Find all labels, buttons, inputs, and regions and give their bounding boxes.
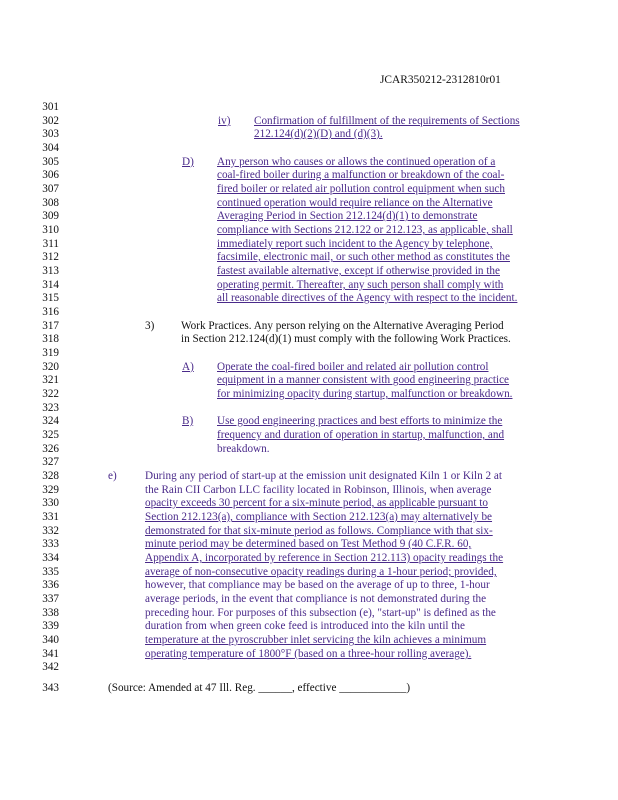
line-number: 333 xyxy=(42,538,59,550)
line-number: 321 xyxy=(42,374,59,386)
line-number: 325 xyxy=(42,429,59,441)
line-number: 332 xyxy=(42,525,59,537)
document-header: JCAR350212-2312810r01 xyxy=(380,74,501,86)
text-line: Appendix A, incorporated by reference in Section 212.113) opacity readings the xyxy=(145,552,504,564)
line-number: 304 xyxy=(42,142,59,154)
text-line: immediately report such incident to the Agency by telephone, xyxy=(217,238,493,250)
line-number: 324 xyxy=(42,415,59,427)
line-number: 328 xyxy=(42,470,59,482)
text-line: operating temperature of 1800°F (based on a three-hour rolling average). xyxy=(145,648,472,660)
line-number: 340 xyxy=(42,634,59,646)
text-line: 212.124(d)(2)(D) and (d)(3). xyxy=(254,128,383,140)
line-number: 339 xyxy=(42,620,59,632)
text-line: facsimile, electronic mail, or such other method as constitutes the xyxy=(217,251,510,263)
line-number: 323 xyxy=(42,402,59,414)
line-number: 337 xyxy=(42,593,59,605)
text-line: Operate the coal-fired boiler and related air pollution control xyxy=(217,361,489,373)
text-line: preceding hour. For purposes of this subsection (e), "start-up" is defined as the xyxy=(145,607,496,619)
text-line: Any person who causes or allows the continued operation of a xyxy=(217,156,496,168)
text-line: frequency and duration of operation in startup, malfunction, and xyxy=(217,429,505,441)
line-number: 310 xyxy=(42,224,59,236)
line-number: 306 xyxy=(42,169,59,181)
line-number: 302 xyxy=(42,115,59,127)
line-number: 311 xyxy=(42,238,59,250)
source-note: (Source: Amended at 47 Ill. Reg. ______, effective ____________) xyxy=(108,682,411,694)
text-line: minute period may be determined based on Test Method 9 (40 C.F.R. 60, xyxy=(145,538,472,550)
line-number: 330 xyxy=(42,497,59,509)
text-line: Use good engineering practices and best efforts to minimize the xyxy=(217,415,503,427)
line-number: 327 xyxy=(42,456,59,468)
text-line: coal-fired boiler during a malfunction or breakdown of the coal- xyxy=(217,169,505,181)
line-number: 312 xyxy=(42,251,59,263)
text-line: duration from when green coke feed is introduced into the kiln until the xyxy=(145,620,465,632)
line-number: 331 xyxy=(42,511,59,523)
line-number: 336 xyxy=(42,579,59,591)
line-number: 329 xyxy=(42,484,59,496)
item-label: A) xyxy=(182,361,194,373)
text-line: Averaging Period in Section 212.124(d)(1) to demonstrate xyxy=(217,210,478,222)
line-number: 316 xyxy=(42,306,59,318)
line-number: 334 xyxy=(42,552,59,564)
text-line: temperature at the pyroscrubber inlet servicing the kiln achieves a minimum xyxy=(145,634,487,646)
text-line: the Rain CII Carbon LLC facility located in Robinson, Illinois, when average xyxy=(145,484,492,496)
line-number: 326 xyxy=(42,443,59,455)
line-number: 319 xyxy=(42,347,59,359)
line-number: 303 xyxy=(42,128,59,140)
text-line: for minimizing opacity during startup, malfunction or breakdown. xyxy=(217,388,513,400)
item-label: e) xyxy=(108,470,117,482)
text-line: breakdown. xyxy=(217,443,270,455)
line-number: 314 xyxy=(42,279,59,291)
line-number: 317 xyxy=(42,320,59,332)
item-label: 3) xyxy=(145,320,155,332)
text-line: demonstrated for that six-minute period as follows. Compliance with that six- xyxy=(145,525,493,537)
item-label: B) xyxy=(182,415,194,427)
text-line: opacity exceeds 30 percent for a six-minute period, as applicable pursuant to xyxy=(145,497,488,509)
line-number: 341 xyxy=(42,648,59,660)
line-number: 309 xyxy=(42,210,59,222)
text-line: however, that compliance may be based on the average of up to three, 1-hour xyxy=(145,579,490,591)
text-line: average periods, in the event that compliance is not demonstrated during the xyxy=(145,593,487,605)
text-line: in Section 212.124(d)(1) must comply with the following Work Practices. xyxy=(181,333,511,345)
text-line: all reasonable directives of the Agency with respect to the incident. xyxy=(217,292,518,304)
item-label: iv) xyxy=(218,115,231,127)
text-line: Confirmation of fulfillment of the requirements of Sections xyxy=(254,115,520,127)
item-label: D) xyxy=(182,156,194,168)
line-number: 338 xyxy=(42,607,59,619)
line-number: 308 xyxy=(42,197,59,209)
text-line: During any period of start-up at the emission unit designated Kiln 1 or Kiln 2 at xyxy=(145,470,503,482)
text-line: fastest available alternative, except if otherwise provided in the xyxy=(217,265,500,277)
line-number: 322 xyxy=(42,388,59,400)
text-line: fired boiler or related air pollution control equipment when such xyxy=(217,183,505,195)
line-number: 335 xyxy=(42,566,59,578)
text-line: continued operation would require reliance on the Alternative xyxy=(217,197,493,209)
text-line: equipment in a manner consistent with good engineering practice xyxy=(217,374,510,386)
text-line: compliance with Sections 212.122 or 212.123, as applicable, shall xyxy=(217,224,513,236)
line-number: 315 xyxy=(42,292,59,304)
text-line: average of non-consecutive opacity readings during a 1-hour period; provided, xyxy=(145,566,497,578)
line-number: 320 xyxy=(42,361,59,373)
line-number: 342 xyxy=(42,661,59,673)
line-number: 313 xyxy=(42,265,59,277)
line-number: 305 xyxy=(42,156,59,168)
line-number: 343 xyxy=(42,682,59,694)
line-number: 307 xyxy=(42,183,59,195)
text-line: operating permit. Thereafter, any such person shall comply with xyxy=(217,279,504,291)
text-line: Section 212.123(a), compliance with Section 212.123(a) may alternatively be xyxy=(145,511,493,523)
text-line: Work Practices. Any person relying on the Alternative Averaging Period xyxy=(181,320,504,332)
line-number: 318 xyxy=(42,333,59,345)
line-number: 301 xyxy=(42,101,59,113)
